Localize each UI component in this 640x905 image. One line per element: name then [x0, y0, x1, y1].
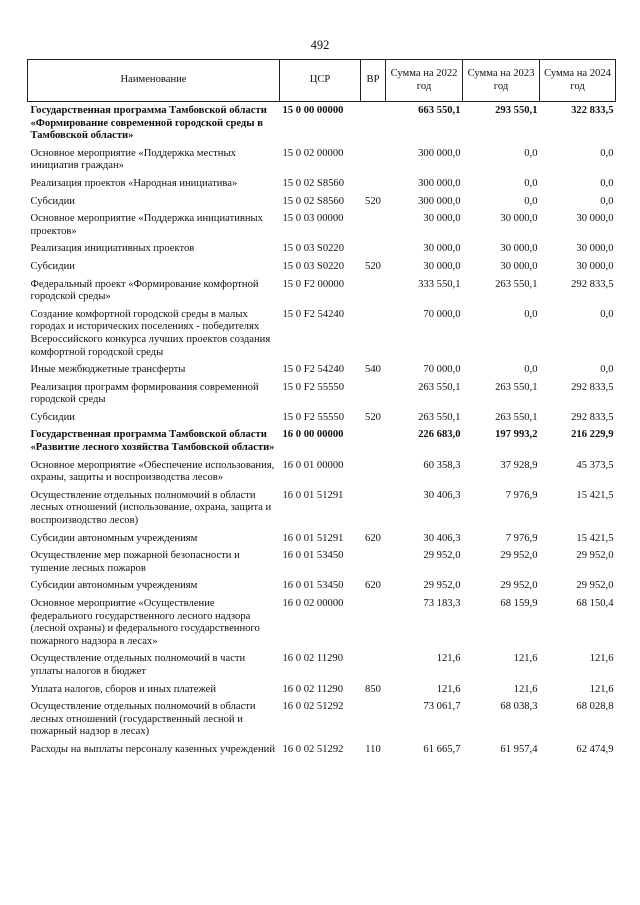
table-row	[28, 427, 616, 457]
row-vr: 110	[365, 743, 381, 755]
row-sum-2022: 263 550,1	[418, 381, 461, 393]
row-vr: 520	[365, 260, 381, 272]
row-sum-2023: 61 957,4	[500, 743, 538, 755]
table-row	[28, 176, 616, 194]
row-sum-2023: 30 000,0	[500, 243, 538, 255]
table-row	[28, 410, 616, 428]
row-sum-2024: 0,0	[600, 308, 614, 320]
row-name: Государственная программа Тамбовской области «Формирование современной городской среды в Тамбовской области»	[30, 105, 267, 142]
row-sum-2023: 29 952,0	[500, 580, 538, 592]
row-sum-2022: 263 550,1	[418, 411, 461, 423]
row-csr: 16 0 01 53450	[282, 580, 344, 592]
row-csr: 15 0 F2 55550	[282, 381, 345, 393]
row-sum-2024: 216 229,9	[571, 429, 614, 441]
row-name: Государственная программа Тамбовской области «Развитие лесного хозяйства Тамбовской области»	[30, 429, 275, 454]
row-sum-2024: 30 000,0	[576, 243, 614, 255]
row-csr: 15 0 02 00000	[282, 147, 344, 159]
row-vr	[361, 651, 386, 681]
row-name: Создание комфортной городской среды в малых городах и исторических поселениях - победителях Всероссийского конкурса лучших проектов создания комфортной городской среды	[30, 308, 271, 358]
row-sum-2022: 121,6	[436, 683, 461, 695]
row-csr: 16 0 02 11290	[282, 683, 344, 695]
row-vr: 520	[365, 411, 381, 423]
table-row	[28, 548, 616, 578]
row-sum-2023: 121,6	[513, 653, 538, 665]
row-vr	[361, 277, 386, 307]
row-sum-2024: 62 474,9	[576, 743, 614, 755]
row-csr: 16 0 01 00000	[282, 459, 344, 471]
row-sum-2022: 61 665,7	[423, 743, 461, 755]
table-row	[28, 488, 616, 531]
table-row	[28, 596, 616, 651]
budget-table	[27, 59, 616, 760]
row-vr: 520	[365, 195, 381, 207]
row-name: Осуществление отдельных полномочий в области лесных отношений (использование, охрана, защита и воспроизводство лесов)	[30, 489, 272, 527]
row-vr	[361, 458, 386, 488]
row-vr	[361, 146, 386, 176]
row-sum-2023: 197 993,2	[495, 429, 538, 441]
table-row	[28, 362, 616, 380]
row-sum-2023: 68 159,9	[500, 598, 538, 609]
row-name: Осуществление отдельных полномочий в части уплаты налогов в бюджет	[30, 653, 246, 677]
row-vr	[361, 241, 386, 259]
header-sum-2023: Сумма на 2023 год	[463, 60, 540, 102]
row-vr	[361, 211, 386, 241]
row-sum-2024: 322 833,5	[571, 105, 614, 116]
row-sum-2022: 29 952,0	[423, 550, 461, 562]
table-row	[28, 578, 616, 596]
row-sum-2024: 121,6	[589, 653, 614, 665]
table-row	[28, 241, 616, 259]
row-sum-2024: 292 833,5	[571, 381, 614, 393]
row-vr: 620	[365, 580, 381, 592]
row-sum-2023: 30 000,0	[500, 260, 538, 272]
row-name: Основное мероприятие «Поддержка местных инициатив граждан»	[30, 147, 236, 172]
row-sum-2022: 70 000,0	[423, 364, 461, 376]
row-sum-2023: 0,0	[524, 177, 538, 189]
row-sum-2024: 0,0	[600, 195, 614, 207]
row-sum-2023: 263 550,1	[495, 411, 538, 423]
row-sum-2022: 60 358,3	[423, 459, 461, 471]
row-csr: 15 0 F2 54240	[282, 308, 345, 320]
row-name: Осуществление мер пожарной безопасности и тушение лесных пожаров	[30, 550, 240, 574]
row-sum-2024: 0,0	[600, 364, 614, 376]
row-csr: 15 0 03 S0220	[282, 260, 345, 272]
row-sum-2023: 0,0	[524, 364, 538, 376]
row-name: Иные межбюджетные трансферты	[30, 364, 186, 376]
row-sum-2022: 121,6	[436, 653, 461, 665]
row-sum-2022: 300 000,0	[418, 177, 461, 189]
row-vr	[361, 596, 386, 651]
row-csr: 16 0 01 53450	[282, 550, 344, 562]
row-csr: 15 0 F2 54240	[282, 364, 345, 376]
row-sum-2023: 0,0	[524, 195, 538, 207]
row-name: Реализация проектов «Народная инициатива»	[30, 177, 238, 189]
row-sum-2022: 226 683,0	[418, 429, 461, 441]
row-vr	[361, 488, 386, 531]
row-name: Реализация инициативных проектов	[30, 243, 195, 255]
row-csr: 15 0 F2 00000	[282, 278, 345, 290]
row-sum-2022: 70 000,0	[423, 308, 461, 320]
row-csr: 16 0 02 51292	[282, 701, 344, 713]
table-row	[28, 259, 616, 277]
table-row	[28, 742, 616, 760]
row-sum-2023: 263 550,1	[495, 381, 538, 393]
row-csr: 15 0 03 S0220	[282, 243, 345, 255]
row-vr: 540	[365, 364, 381, 376]
row-name: Реализация программ формирования современной городской среды	[30, 381, 259, 406]
row-csr: 16 0 01 51291	[282, 532, 344, 544]
table-row	[28, 146, 616, 176]
table-row	[28, 458, 616, 488]
row-sum-2024: 15 421,5	[576, 489, 614, 501]
row-sum-2022: 30 000,0	[423, 243, 461, 255]
table-row	[28, 380, 616, 410]
row-sum-2024: 30 000,0	[576, 260, 614, 272]
row-sum-2024: 30 000,0	[576, 213, 614, 225]
row-vr	[361, 102, 386, 146]
row-name: Субсидии	[30, 260, 75, 272]
header-sum-2022: Сумма на 2022 год	[386, 60, 463, 102]
row-sum-2024: 15 421,5	[576, 532, 614, 544]
row-vr	[361, 380, 386, 410]
row-sum-2023: 0,0	[524, 308, 538, 320]
row-sum-2022: 73 183,3	[423, 598, 461, 609]
row-sum-2024: 29 952,0	[576, 580, 614, 592]
row-sum-2022: 30 406,3	[423, 532, 461, 544]
row-name: Расходы на выплаты персоналу казенных учреждений	[30, 743, 275, 755]
row-sum-2022: 73 061,7	[423, 701, 461, 713]
table-row	[28, 194, 616, 212]
row-sum-2023: 293 550,1	[495, 105, 538, 116]
row-name: Субсидии автономным учреждениям	[30, 532, 198, 544]
page-number: 492	[310, 38, 330, 52]
row-name: Федеральный проект «Формирование комфортной городской среды»	[30, 278, 259, 303]
row-sum-2022: 30 000,0	[423, 213, 461, 225]
row-csr: 15 0 02 S8560	[282, 195, 345, 207]
row-sum-2023: 29 952,0	[500, 550, 538, 562]
row-csr: 16 0 01 51291	[282, 489, 344, 501]
row-vr	[361, 176, 386, 194]
row-sum-2022: 300 000,0	[418, 147, 461, 159]
row-sum-2022: 29 952,0	[423, 580, 461, 592]
row-sum-2023: 68 038,3	[500, 701, 538, 713]
header-csr: ЦСР	[280, 60, 361, 102]
table-row	[28, 307, 616, 362]
table-row	[28, 682, 616, 700]
row-sum-2024: 292 833,5	[571, 278, 614, 290]
row-name: Основное мероприятие «Осуществление федерального государственного лесного надзора (лесной охраны) и федерального государственного пожарного надзора в лесах»	[30, 598, 260, 647]
row-csr: 16 0 02 11290	[282, 653, 344, 665]
row-sum-2024: 68 028,8	[576, 701, 614, 713]
row-sum-2024: 45 373,5	[576, 459, 614, 471]
row-name: Осуществление отдельных полномочий в области лесных отношений (государственный лесной и пожарный надзор в лесах)	[30, 701, 256, 738]
row-sum-2023: 37 928,9	[500, 459, 538, 471]
table-header-row	[28, 60, 616, 102]
row-sum-2022: 300 000,0	[418, 195, 461, 207]
row-sum-2022: 333 550,1	[418, 278, 461, 290]
row-csr: 16 0 02 00000	[282, 598, 344, 609]
row-sum-2024: 292 833,5	[571, 411, 614, 423]
row-name: Уплата налогов, сборов и иных платежей	[30, 683, 217, 695]
table-row	[28, 277, 616, 307]
row-sum-2024: 0,0	[600, 147, 614, 159]
row-vr	[361, 307, 386, 362]
table-row	[28, 699, 616, 742]
row-name: Основное мероприятие «Поддержка инициативных проектов»	[30, 213, 263, 237]
row-sum-2024: 121,6	[589, 683, 614, 695]
row-sum-2022: 663 550,1	[418, 105, 461, 116]
row-vr: 620	[365, 532, 381, 544]
row-sum-2023: 263 550,1	[495, 278, 538, 290]
row-vr: 850	[365, 683, 381, 695]
table-row	[28, 211, 616, 241]
table-row	[28, 102, 616, 146]
row-sum-2023: 30 000,0	[500, 213, 538, 225]
row-sum-2024: 29 952,0	[576, 550, 614, 562]
row-csr: 15 0 02 S8560	[282, 177, 345, 189]
row-name: Основное мероприятие «Обеспечение использования, охраны, защиты и воспроизводства лесов»	[30, 459, 275, 484]
row-sum-2023: 7 976,9	[505, 489, 538, 501]
row-name: Субсидии	[30, 411, 75, 423]
row-sum-2024: 0,0	[600, 177, 614, 189]
row-sum-2022: 30 000,0	[423, 260, 461, 272]
row-sum-2022: 30 406,3	[423, 489, 461, 501]
row-csr: 16 0 02 51292	[282, 743, 344, 755]
header-name: Наименование	[28, 60, 280, 102]
row-sum-2023: 121,6	[513, 683, 538, 695]
table-row	[28, 651, 616, 681]
row-csr: 15 0 03 00000	[282, 213, 344, 225]
row-name: Субсидии автономным учреждениям	[30, 580, 198, 592]
row-vr	[361, 427, 386, 457]
row-csr: 15 0 F2 55550	[282, 411, 345, 423]
header-sum-2024: Сумма на 2024 год	[540, 60, 616, 102]
row-csr: 16 0 00 00000	[282, 429, 344, 441]
row-vr	[361, 548, 386, 578]
row-vr	[361, 699, 386, 742]
row-sum-2024: 68 150,4	[576, 598, 614, 609]
row-name: Субсидии	[30, 195, 75, 207]
row-csr: 15 0 00 00000	[282, 105, 344, 116]
row-sum-2023: 7 976,9	[505, 532, 538, 544]
header-vr: ВР	[361, 60, 386, 102]
row-sum-2023: 0,0	[524, 147, 538, 159]
table-row	[28, 531, 616, 549]
